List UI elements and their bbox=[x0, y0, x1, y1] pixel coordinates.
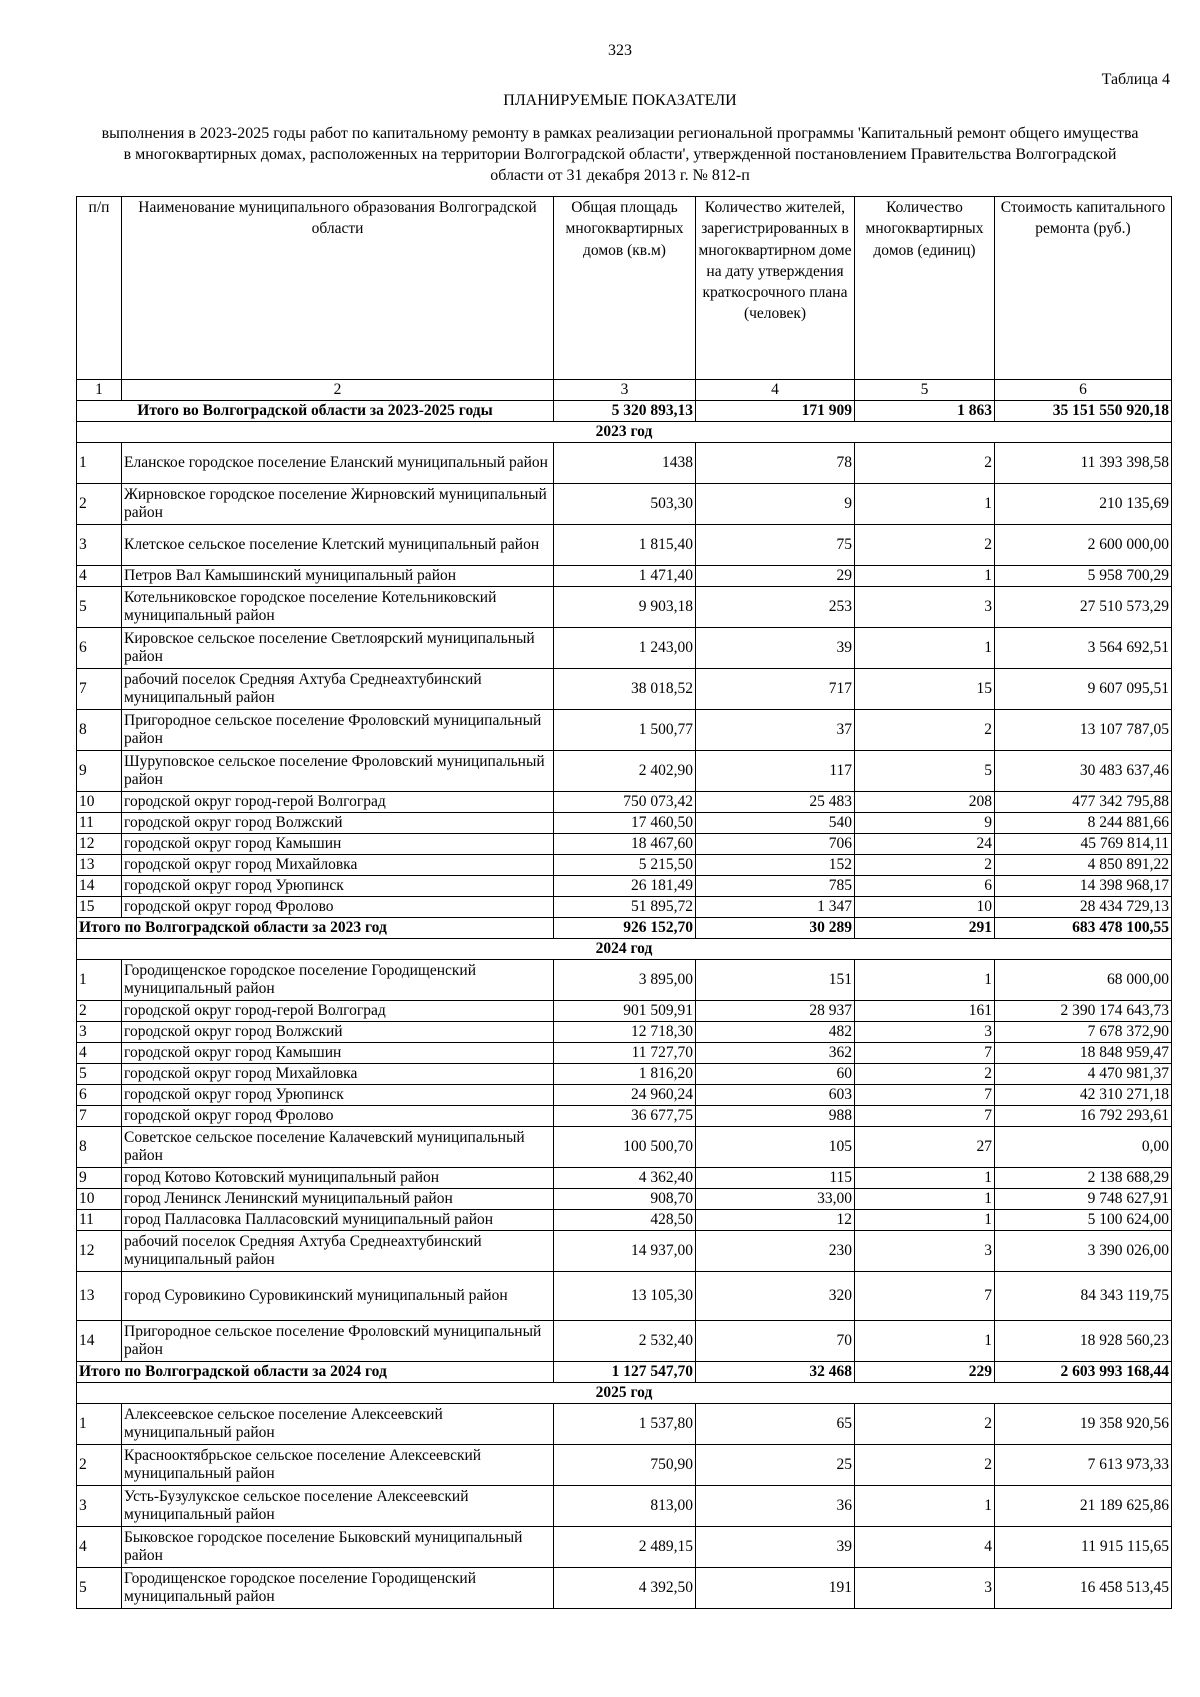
column-number: 2 bbox=[122, 380, 554, 401]
row-number: 10 bbox=[77, 1189, 122, 1210]
area-cell: 750 073,42 bbox=[554, 792, 696, 813]
municipality-name: городской округ город Фролово bbox=[122, 1106, 554, 1127]
area-cell: 4 392,50 bbox=[554, 1568, 696, 1609]
table-row bbox=[77, 1001, 1172, 1022]
area-cell: 1 815,40 bbox=[554, 525, 696, 566]
row-number: 8 bbox=[77, 1127, 122, 1168]
residents-cell: 717 bbox=[696, 669, 855, 710]
municipality-name: Городищенское городское поселение Городищенский муниципальный район bbox=[122, 1568, 554, 1609]
table-row bbox=[77, 710, 1172, 751]
municipality-name: Кировское сельское поселение Светлоярский муниципальный район bbox=[122, 628, 554, 669]
houses-cell: 2 bbox=[855, 710, 995, 751]
total-residents: 32 468 bbox=[696, 1362, 855, 1383]
cost-cell: 84 343 119,75 bbox=[995, 1272, 1172, 1321]
residents-cell: 75 bbox=[696, 525, 855, 566]
table-row bbox=[77, 1321, 1172, 1362]
total-cost: 683 478 100,55 bbox=[995, 918, 1172, 939]
total-houses: 291 bbox=[855, 918, 995, 939]
cost-cell: 2 600 000,00 bbox=[995, 525, 1172, 566]
row-number: 7 bbox=[77, 669, 122, 710]
cost-cell: 9 607 095,51 bbox=[995, 669, 1172, 710]
municipality-name: городской округ город Михайловка bbox=[122, 1064, 554, 1085]
residents-cell: 60 bbox=[696, 1064, 855, 1085]
area-cell: 1 471,40 bbox=[554, 566, 696, 587]
total-area: 926 152,70 bbox=[554, 918, 696, 939]
area-cell: 2 402,90 bbox=[554, 751, 696, 792]
row-number: 3 bbox=[77, 525, 122, 566]
houses-cell: 7 bbox=[855, 1106, 995, 1127]
houses-cell: 3 bbox=[855, 587, 995, 628]
cost-cell: 42 310 271,18 bbox=[995, 1085, 1172, 1106]
column-number-row bbox=[77, 380, 1172, 401]
cost-cell: 7 678 372,90 bbox=[995, 1022, 1172, 1043]
area-cell: 1438 bbox=[554, 443, 696, 484]
area-cell: 428,50 bbox=[554, 1210, 696, 1231]
table-label: Таблица 4 bbox=[1101, 71, 1170, 88]
cost-cell: 68 000,00 bbox=[995, 960, 1172, 1001]
houses-cell: 1 bbox=[855, 1189, 995, 1210]
houses-cell: 7 bbox=[855, 1043, 995, 1064]
municipality-name: Краснооктябрьское сельское поселение Алексеевский муниципальный район bbox=[122, 1445, 554, 1486]
row-number: 1 bbox=[77, 960, 122, 1001]
cost-cell: 21 189 625,86 bbox=[995, 1486, 1172, 1527]
cost-cell: 7 613 973,33 bbox=[995, 1445, 1172, 1486]
municipality-name: рабочий поселок Средняя Ахтуба Среднеахтубинский муниципальный район bbox=[122, 669, 554, 710]
table-row bbox=[77, 1527, 1172, 1568]
area-cell: 4 362,40 bbox=[554, 1168, 696, 1189]
row-number: 1 bbox=[77, 1404, 122, 1445]
municipality-name: городской округ город Урюпинск bbox=[122, 876, 554, 897]
area-cell: 1 500,77 bbox=[554, 710, 696, 751]
municipality-name: Жирновское городское поселение Жирновский муниципальный район bbox=[122, 484, 554, 525]
houses-cell: 2 bbox=[855, 1064, 995, 1085]
table-row bbox=[77, 897, 1172, 918]
residents-cell: 1 347 bbox=[696, 897, 855, 918]
municipality-name: Петров Вал Камышинский муниципальный район bbox=[122, 566, 554, 587]
municipality-name: городской округ город Михайловка bbox=[122, 855, 554, 876]
residents-cell: 39 bbox=[696, 1527, 855, 1568]
houses-cell: 3 bbox=[855, 1231, 995, 1272]
residents-cell: 78 bbox=[696, 443, 855, 484]
area-cell: 13 105,30 bbox=[554, 1272, 696, 1321]
municipality-name: Шуруповское сельское поселение Фроловский муниципальный район bbox=[122, 751, 554, 792]
table-row bbox=[77, 1445, 1172, 1486]
area-cell: 26 181,49 bbox=[554, 876, 696, 897]
row-number: 13 bbox=[77, 855, 122, 876]
residents-cell: 230 bbox=[696, 1231, 855, 1272]
houses-cell: 2 bbox=[855, 1404, 995, 1445]
area-cell: 14 937,00 bbox=[554, 1231, 696, 1272]
row-number: 7 bbox=[77, 1106, 122, 1127]
municipality-name: Клетское сельское поселение Клетский муниципальный район bbox=[122, 525, 554, 566]
area-cell: 901 509,91 bbox=[554, 1001, 696, 1022]
municipality-name: Еланское городское поселение Еланский муниципальный район bbox=[122, 443, 554, 484]
houses-cell: 2 bbox=[855, 525, 995, 566]
total-label: Итого по Волгоградской области за 2024 год bbox=[77, 1362, 554, 1383]
row-number: 15 bbox=[77, 897, 122, 918]
residents-cell: 36 bbox=[696, 1486, 855, 1527]
area-cell: 38 018,52 bbox=[554, 669, 696, 710]
row-number: 5 bbox=[77, 1568, 122, 1609]
cost-cell: 9 748 627,91 bbox=[995, 1189, 1172, 1210]
municipality-name: город Котово Котовский муниципальный район bbox=[122, 1168, 554, 1189]
total-houses: 1 863 bbox=[855, 401, 995, 422]
area-cell: 18 467,60 bbox=[554, 834, 696, 855]
area-cell: 11 727,70 bbox=[554, 1043, 696, 1064]
table-row bbox=[77, 1404, 1172, 1445]
table-row bbox=[77, 834, 1172, 855]
row-number: 1 bbox=[77, 443, 122, 484]
table-row bbox=[77, 960, 1172, 1001]
residents-cell: 9 bbox=[696, 484, 855, 525]
municipality-name: городской округ город Камышин bbox=[122, 834, 554, 855]
area-cell: 12 718,30 bbox=[554, 1022, 696, 1043]
area-cell: 2 532,40 bbox=[554, 1321, 696, 1362]
grand-total-row bbox=[77, 401, 1172, 422]
table-row bbox=[77, 1022, 1172, 1043]
row-number: 4 bbox=[77, 1043, 122, 1064]
residents-cell: 320 bbox=[696, 1272, 855, 1321]
column-number: 5 bbox=[855, 380, 995, 401]
municipality-name: городской округ город-герой Волгоград bbox=[122, 792, 554, 813]
row-number: 9 bbox=[77, 1168, 122, 1189]
cost-cell: 16 458 513,45 bbox=[995, 1568, 1172, 1609]
row-number: 14 bbox=[77, 1321, 122, 1362]
municipality-name: город Палласовка Палласовский муниципальный район bbox=[122, 1210, 554, 1231]
cost-cell: 210 135,69 bbox=[995, 484, 1172, 525]
cost-cell: 8 244 881,66 bbox=[995, 813, 1172, 834]
year-label: 2025 год bbox=[77, 1383, 1172, 1404]
table-row bbox=[77, 876, 1172, 897]
year-header-row bbox=[77, 939, 1172, 960]
table-row bbox=[77, 484, 1172, 525]
year-total-row bbox=[77, 1362, 1172, 1383]
area-cell: 813,00 bbox=[554, 1486, 696, 1527]
total-label: Итого во Волгоградской области за 2023-2025 годы bbox=[77, 401, 554, 422]
page-number: 323 bbox=[608, 42, 632, 59]
municipality-name: городской округ город Урюпинск bbox=[122, 1085, 554, 1106]
table-row bbox=[77, 566, 1172, 587]
cost-cell: 5 100 624,00 bbox=[995, 1210, 1172, 1231]
row-number: 12 bbox=[77, 1231, 122, 1272]
total-area: 5 320 893,13 bbox=[554, 401, 696, 422]
column-number: 3 bbox=[554, 380, 696, 401]
residents-cell: 115 bbox=[696, 1168, 855, 1189]
municipality-name: Котельниковское городское поселение Котельниковский муниципальный район bbox=[122, 587, 554, 628]
municipality-name: городской округ город Фролово bbox=[122, 897, 554, 918]
residents-cell: 65 bbox=[696, 1404, 855, 1445]
table-row bbox=[77, 751, 1172, 792]
municipality-name: Советское сельское поселение Калачевский муниципальный район bbox=[122, 1127, 554, 1168]
area-cell: 2 489,15 bbox=[554, 1527, 696, 1568]
houses-cell: 208 bbox=[855, 792, 995, 813]
houses-cell: 9 bbox=[855, 813, 995, 834]
municipality-name: город Ленинск Ленинский муниципальный район bbox=[122, 1189, 554, 1210]
column-header: Количество жителей, зарегистрированных в многоквартирном доме на дату утверждения краткосрочного плана (человек) bbox=[696, 197, 855, 380]
residents-cell: 117 bbox=[696, 751, 855, 792]
area-cell: 750,90 bbox=[554, 1445, 696, 1486]
area-cell: 100 500,70 bbox=[554, 1127, 696, 1168]
houses-cell: 1 bbox=[855, 1321, 995, 1362]
residents-cell: 12 bbox=[696, 1210, 855, 1231]
row-number: 11 bbox=[77, 1210, 122, 1231]
houses-cell: 1 bbox=[855, 960, 995, 1001]
cost-cell: 18 848 959,47 bbox=[995, 1043, 1172, 1064]
column-number: 4 bbox=[696, 380, 855, 401]
header-row bbox=[77, 197, 1172, 380]
houses-cell: 2 bbox=[855, 443, 995, 484]
table-row bbox=[77, 1272, 1172, 1321]
municipality-name: городской округ город Камышин bbox=[122, 1043, 554, 1064]
area-cell: 503,30 bbox=[554, 484, 696, 525]
year-total-row bbox=[77, 918, 1172, 939]
houses-cell: 15 bbox=[855, 669, 995, 710]
row-number: 3 bbox=[77, 1022, 122, 1043]
municipality-name: Алексеевское сельское поселение Алексеевский муниципальный район bbox=[122, 1404, 554, 1445]
area-cell: 51 895,72 bbox=[554, 897, 696, 918]
residents-cell: 33,00 bbox=[696, 1189, 855, 1210]
row-number: 5 bbox=[77, 1064, 122, 1085]
column-header: Количество многоквартирных домов (единиц) bbox=[855, 197, 995, 380]
row-number: 8 bbox=[77, 710, 122, 751]
row-number: 2 bbox=[77, 484, 122, 525]
row-number: 2 bbox=[77, 1445, 122, 1486]
cost-cell: 19 358 920,56 bbox=[995, 1404, 1172, 1445]
table-row bbox=[77, 628, 1172, 669]
houses-cell: 3 bbox=[855, 1568, 995, 1609]
cost-cell: 28 434 729,13 bbox=[995, 897, 1172, 918]
houses-cell: 1 bbox=[855, 1486, 995, 1527]
residents-cell: 706 bbox=[696, 834, 855, 855]
table-row bbox=[77, 1168, 1172, 1189]
residents-cell: 70 bbox=[696, 1321, 855, 1362]
document-subtitle: выполнения в 2023-2025 годы работ по капитальному ремонту в рамках реализации региональной программы 'Капитальный ремонт общего имущества в многоквартирных домах, расположенных на территории Волгоградской области', утвержденной постановлением Правительства Волгоградской области от 31 декабря 2013 г. № 812-п bbox=[101, 125, 1139, 184]
area-cell: 1 537,80 bbox=[554, 1404, 696, 1445]
area-cell: 908,70 bbox=[554, 1189, 696, 1210]
area-cell: 1 243,00 bbox=[554, 628, 696, 669]
area-cell: 17 460,50 bbox=[554, 813, 696, 834]
houses-cell: 2 bbox=[855, 855, 995, 876]
cost-cell: 3 564 692,51 bbox=[995, 628, 1172, 669]
table-row bbox=[77, 792, 1172, 813]
residents-cell: 105 bbox=[696, 1127, 855, 1168]
cost-cell: 11 915 115,65 bbox=[995, 1527, 1172, 1568]
table-row bbox=[77, 443, 1172, 484]
residents-cell: 253 bbox=[696, 587, 855, 628]
total-cost: 35 151 550 920,18 bbox=[995, 401, 1172, 422]
year-header-row bbox=[77, 1383, 1172, 1404]
cost-cell: 2 138 688,29 bbox=[995, 1168, 1172, 1189]
municipality-name: городской округ город Волжский bbox=[122, 1022, 554, 1043]
total-area: 1 127 547,70 bbox=[554, 1362, 696, 1383]
row-number: 6 bbox=[77, 1085, 122, 1106]
residents-cell: 988 bbox=[696, 1106, 855, 1127]
table-row bbox=[77, 1127, 1172, 1168]
residents-cell: 25 bbox=[696, 1445, 855, 1486]
residents-cell: 28 937 bbox=[696, 1001, 855, 1022]
table-row bbox=[77, 525, 1172, 566]
cost-cell: 13 107 787,05 bbox=[995, 710, 1172, 751]
houses-cell: 1 bbox=[855, 484, 995, 525]
table-row bbox=[77, 855, 1172, 876]
cost-cell: 14 398 968,17 bbox=[995, 876, 1172, 897]
column-number: 1 bbox=[77, 380, 122, 401]
area-cell: 36 677,75 bbox=[554, 1106, 696, 1127]
houses-cell: 1 bbox=[855, 1210, 995, 1231]
houses-cell: 27 bbox=[855, 1127, 995, 1168]
column-header: п/п bbox=[77, 197, 122, 380]
table-row bbox=[77, 813, 1172, 834]
houses-cell: 1 bbox=[855, 1168, 995, 1189]
residents-cell: 191 bbox=[696, 1568, 855, 1609]
area-cell: 24 960,24 bbox=[554, 1085, 696, 1106]
residents-cell: 785 bbox=[696, 876, 855, 897]
cost-cell: 477 342 795,88 bbox=[995, 792, 1172, 813]
residents-cell: 29 bbox=[696, 566, 855, 587]
row-number: 10 bbox=[77, 792, 122, 813]
municipality-name: Пригородное сельское поселение Фроловский муниципальный район bbox=[122, 710, 554, 751]
table-row bbox=[77, 1085, 1172, 1106]
houses-cell: 10 bbox=[855, 897, 995, 918]
cost-cell: 45 769 814,11 bbox=[995, 834, 1172, 855]
table-row bbox=[77, 1210, 1172, 1231]
houses-cell: 161 bbox=[855, 1001, 995, 1022]
residents-cell: 151 bbox=[696, 960, 855, 1001]
area-cell: 3 895,00 bbox=[554, 960, 696, 1001]
municipality-name: рабочий поселок Средняя Ахтуба Среднеахтубинский муниципальный район bbox=[122, 1231, 554, 1272]
column-header: Стоимость капитального ремонта (руб.) bbox=[995, 197, 1172, 380]
municipality-name: город Суровикино Суровикинский муниципальный район bbox=[122, 1272, 554, 1321]
cost-cell: 4 470 981,37 bbox=[995, 1064, 1172, 1085]
municipality-name: Усть-Бузулукское сельское поселение Алексеевский муниципальный район bbox=[122, 1486, 554, 1527]
cost-cell: 27 510 573,29 bbox=[995, 587, 1172, 628]
residents-cell: 362 bbox=[696, 1043, 855, 1064]
row-number: 13 bbox=[77, 1272, 122, 1321]
table-row bbox=[77, 587, 1172, 628]
cost-cell: 0,00 bbox=[995, 1127, 1172, 1168]
houses-cell: 7 bbox=[855, 1272, 995, 1321]
cost-cell: 30 483 637,46 bbox=[995, 751, 1172, 792]
table-row bbox=[77, 1064, 1172, 1085]
houses-cell: 6 bbox=[855, 876, 995, 897]
houses-cell: 7 bbox=[855, 1085, 995, 1106]
row-number: 6 bbox=[77, 628, 122, 669]
row-number: 5 bbox=[77, 587, 122, 628]
table-row bbox=[77, 1189, 1172, 1210]
table-row bbox=[77, 1568, 1172, 1609]
residents-cell: 482 bbox=[696, 1022, 855, 1043]
cost-cell: 2 390 174 643,73 bbox=[995, 1001, 1172, 1022]
houses-cell: 24 bbox=[855, 834, 995, 855]
table-row bbox=[77, 1043, 1172, 1064]
houses-cell: 1 bbox=[855, 628, 995, 669]
row-number: 9 bbox=[77, 751, 122, 792]
cost-cell: 18 928 560,23 bbox=[995, 1321, 1172, 1362]
cost-cell: 11 393 398,58 bbox=[995, 443, 1172, 484]
residents-cell: 25 483 bbox=[696, 792, 855, 813]
row-number: 14 bbox=[77, 876, 122, 897]
residents-cell: 37 bbox=[696, 710, 855, 751]
cost-cell: 3 390 026,00 bbox=[995, 1231, 1172, 1272]
cost-cell: 4 850 891,22 bbox=[995, 855, 1172, 876]
row-number: 11 bbox=[77, 813, 122, 834]
row-number: 4 bbox=[77, 1527, 122, 1568]
municipality-name: городской округ город Волжский bbox=[122, 813, 554, 834]
municipality-name: городской округ город-герой Волгоград bbox=[122, 1001, 554, 1022]
municipality-name: Пригородное сельское поселение Фроловский муниципальный район bbox=[122, 1321, 554, 1362]
cost-cell: 5 958 700,29 bbox=[995, 566, 1172, 587]
area-cell: 9 903,18 bbox=[554, 587, 696, 628]
table-row bbox=[77, 669, 1172, 710]
area-cell: 5 215,50 bbox=[554, 855, 696, 876]
row-number: 2 bbox=[77, 1001, 122, 1022]
row-number: 3 bbox=[77, 1486, 122, 1527]
row-number: 12 bbox=[77, 834, 122, 855]
houses-cell: 1 bbox=[855, 566, 995, 587]
total-label: Итого по Волгоградской области за 2023 год bbox=[77, 918, 554, 939]
houses-cell: 3 bbox=[855, 1022, 995, 1043]
total-cost: 2 603 993 168,44 bbox=[995, 1362, 1172, 1383]
table-row bbox=[77, 1486, 1172, 1527]
table-row bbox=[77, 1231, 1172, 1272]
indicators-table bbox=[76, 196, 1172, 1609]
year-label: 2024 год bbox=[77, 939, 1172, 960]
municipality-name: Городищенское городское поселение Городищенский муниципальный район bbox=[122, 960, 554, 1001]
houses-cell: 5 bbox=[855, 751, 995, 792]
residents-cell: 540 bbox=[696, 813, 855, 834]
residents-cell: 39 bbox=[696, 628, 855, 669]
total-residents: 171 909 bbox=[696, 401, 855, 422]
year-label: 2023 год bbox=[77, 422, 1172, 443]
total-houses: 229 bbox=[855, 1362, 995, 1383]
column-header: Общая площадь многоквартирных домов (кв.м) bbox=[554, 197, 696, 380]
houses-cell: 4 bbox=[855, 1527, 995, 1568]
column-number: 6 bbox=[995, 380, 1172, 401]
table-row bbox=[77, 1106, 1172, 1127]
row-number: 4 bbox=[77, 566, 122, 587]
column-header: Наименование муниципального образования Волгоградской области bbox=[122, 197, 554, 380]
residents-cell: 152 bbox=[696, 855, 855, 876]
municipality-name: Быковское городское поселение Быковский муниципальный район bbox=[122, 1527, 554, 1568]
residents-cell: 603 bbox=[696, 1085, 855, 1106]
total-residents: 30 289 bbox=[696, 918, 855, 939]
cost-cell: 16 792 293,61 bbox=[995, 1106, 1172, 1127]
year-header-row bbox=[77, 422, 1172, 443]
area-cell: 1 816,20 bbox=[554, 1064, 696, 1085]
houses-cell: 2 bbox=[855, 1445, 995, 1486]
document-title: ПЛАНИРУЕМЫЕ ПОКАЗАТЕЛИ bbox=[503, 92, 737, 109]
